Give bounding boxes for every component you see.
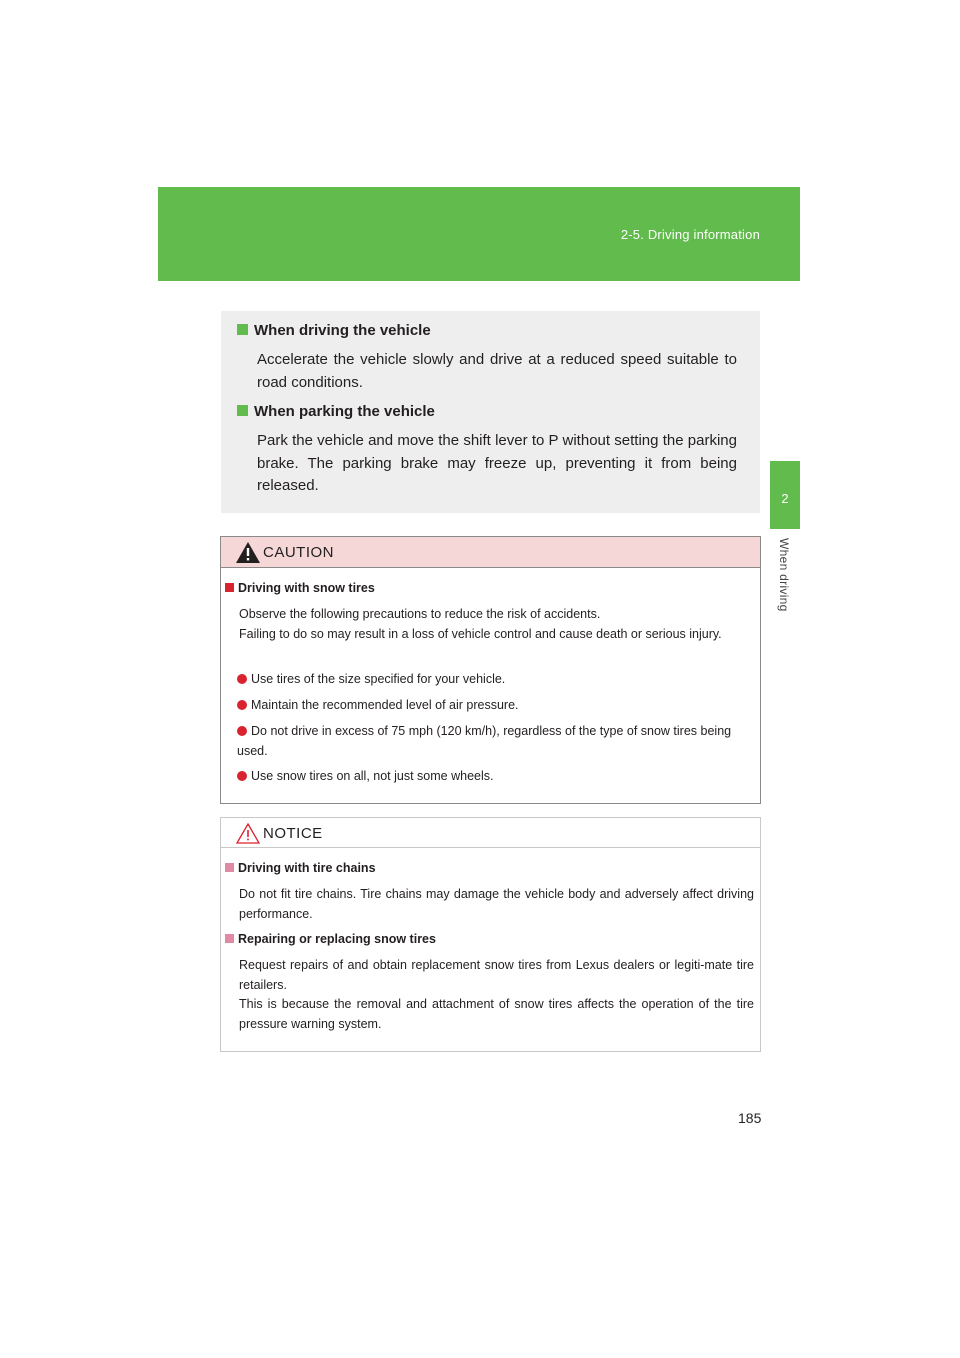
square-bullet-icon xyxy=(225,863,234,872)
caution-header xyxy=(221,537,760,568)
notice-section-title: Driving with tire chains xyxy=(225,861,376,875)
dot-bullet-icon xyxy=(237,726,247,736)
notice-box xyxy=(220,817,761,1052)
info-box xyxy=(221,311,760,513)
chapter-number: 2 xyxy=(781,491,789,506)
notice-body: Do not fit tire chains. Tire chains may damage the vehicle body and adversely affect driving performance. xyxy=(239,887,754,921)
notice-title: NOTICE xyxy=(263,825,323,842)
chapter-tab xyxy=(770,461,800,529)
caution-bullet: Use tires of the size specified for your vehicle. xyxy=(237,670,757,690)
caution-title: CAUTION xyxy=(263,544,334,561)
section-heading: 2-5. Driving information xyxy=(620,227,760,242)
notice-section-title: Repairing or replacing snow tires xyxy=(225,932,436,946)
caution-warning: Failing to do so may result in a loss of vehicle control and cause death or serious injury. xyxy=(239,627,722,641)
square-bullet-icon xyxy=(225,583,234,592)
header-bar xyxy=(158,187,800,281)
caution-intro: Observe the following precautions to reduce the risk of accidents. xyxy=(239,607,601,621)
notice-triangle-icon xyxy=(236,823,260,844)
info-title: When parking the vehicle xyxy=(254,403,435,420)
notice-header xyxy=(221,818,760,848)
info-item xyxy=(237,322,737,394)
page-number: 185 xyxy=(738,1110,762,1126)
caution-section-title: Driving with snow tires xyxy=(225,581,375,595)
warning-triangle-icon xyxy=(236,542,260,563)
info-body: Accelerate the vehicle slowly and drive at a reduced speed suitable to road conditions. xyxy=(257,351,737,391)
notice-body: Request repairs of and obtain replacement snow tires from Lexus dealers or legiti-mate tire retailers. xyxy=(239,958,754,992)
notice-body: This is because the removal and attachment of snow tires affects the operation of the tire pressure warning system. xyxy=(239,997,754,1031)
info-body: Park the vehicle and move the shift lever to P without setting the parking brake. The parking brake may freeze up, preventing it from being released. xyxy=(257,432,737,494)
dot-bullet-icon xyxy=(237,700,247,710)
square-bullet-icon xyxy=(237,324,248,335)
dot-bullet-icon xyxy=(237,771,247,781)
chapter-label: When driving xyxy=(777,538,791,612)
caution-bullet: Use snow tires on all, not just some wheels. xyxy=(237,767,757,787)
dot-bullet-icon xyxy=(237,674,247,684)
info-item xyxy=(237,403,737,498)
info-title: When driving the vehicle xyxy=(254,322,431,339)
square-bullet-icon xyxy=(225,934,234,943)
caution-bullet: Maintain the recommended level of air pressure. xyxy=(237,696,757,716)
caution-box xyxy=(220,536,761,804)
square-bullet-icon xyxy=(237,405,248,416)
caution-bullet: Do not drive in excess of 75 mph (120 km/h), regardless of the type of snow tires being used. xyxy=(237,724,732,758)
